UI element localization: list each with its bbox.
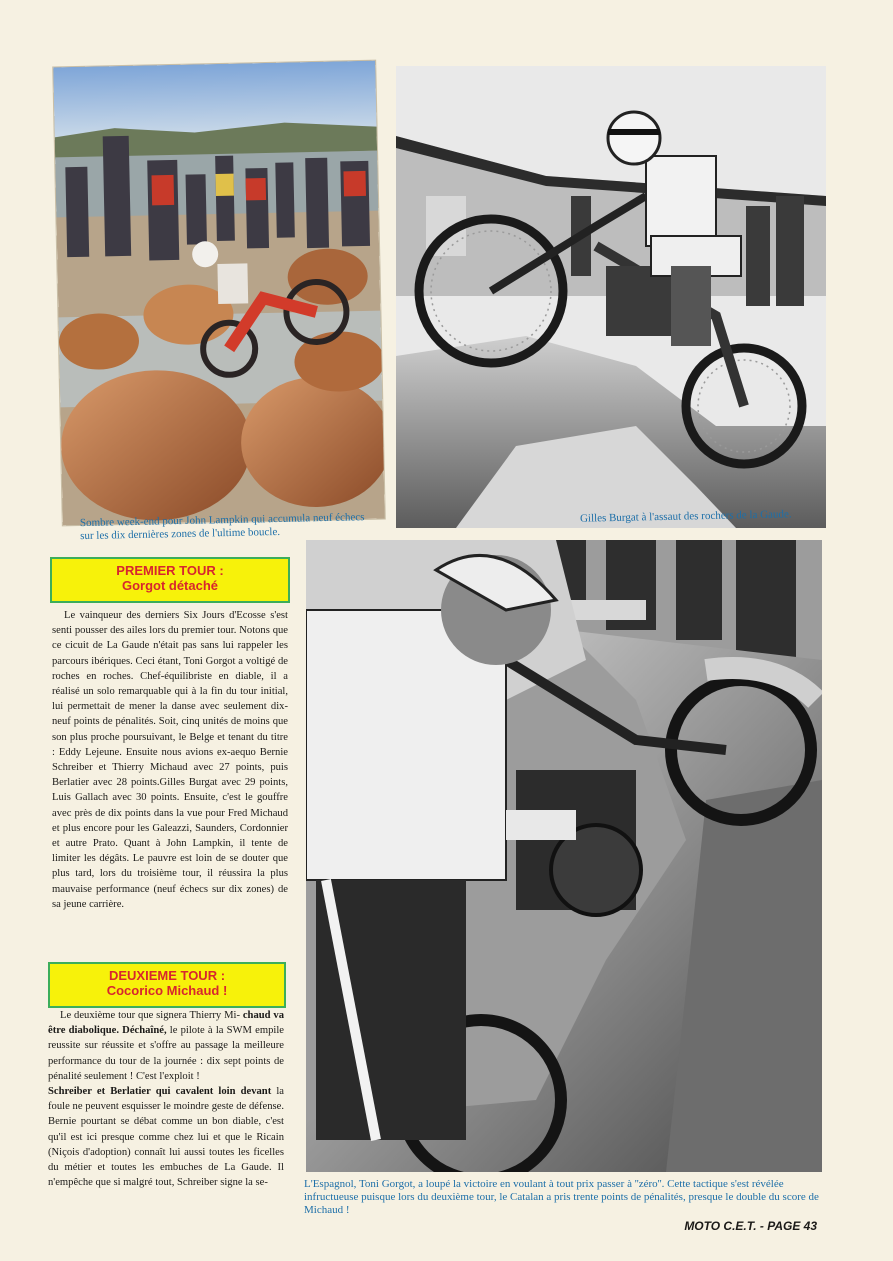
article-body-premier-tour: Le vainqueur des derniers Six Jours d'Ecosse s'est senti pousser des ailes lors du premier tour. Notons que ce cicuit de La Gaude n'était pas sans lui rappeler les parcours ibériques. Ceci étant, Toni Gorgot a voltigé de roches en roches. Chef-équilibriste en diable, il a réalisé un solo remarquable qui à la fin du tour initial, lui permettait de mener la danse avec seulement dix-neuf points de pénalités. Soit, cinq unités de moins que son plus proche poursuivant, le Belge et tenant du titre : Eddy Lejeune. Ensuite nous avions ex-aequo Bernie Schreiber et Thierry Michaud avec 27 points, puis Berlatier avec 28 points.Gilles Burgat avec 29 points, Luis Gallach avec 30 points. Ensuite, c'est le gouffre avec près de dix points dans la vue pour Fred Michaud et plus encore pour les Galeazzi, Saunders, Cordonnier et autre Prato. Quant à John Lampkin, il tente de limiter les dégâts. Le pauvre est loin de se douter que plus tard, lors du troisième tour, il réussira la plus mauvaise performance (neuf échecs sur dix zones) de sa jeune carrière. <box>52 610 288 910</box>
heading-line-2: Cocorico Michaud ! <box>106 983 228 998</box>
text-run: le pilote à la SWM empile reussite sur réussite et s'offre au passage la meilleure performance du tour de la journée : dix sept points de pénalité seulement ! C'est l'exploit ! <box>48 1025 284 1082</box>
paragraph <box>48 1084 284 1190</box>
gorgot-caption: L'Espagnol, Toni Gorgot, a loupé la victoire en voulant à tout prix passer à ''zéro''. Cette tactique s'est révélée infructueuse puisque lors du deuxième tour, le Catalan a pris trente points de pénalités, presque le double du score de Michaud ! <box>304 1178 819 1216</box>
text-run-bold: chaud va être diabolique. Déchaîné, <box>48 1010 284 1037</box>
section-heading-deuxieme-tour <box>48 962 286 1008</box>
text-run-bold: Schreiber et Berlatier qui cavalent loin devant <box>48 1086 272 1098</box>
lampkin-photo <box>53 61 385 526</box>
paragraph <box>48 1008 284 1084</box>
text-run: Le deuxième tour que signera Thierry Mi- <box>60 1010 240 1021</box>
article-body-deuxieme-tour <box>48 1008 284 1190</box>
lampkin-caption: Sombre week-end pour John Lampkin qui accumula neuf échecs sur les dix dernières zones de l'ultime boucle. <box>79 511 365 543</box>
page-footer: MOTO C.E.T. - PAGE 43 <box>684 1219 817 1233</box>
heading-line-2: Gorgot détaché <box>121 578 219 593</box>
heading-line-1: DEUXIEME TOUR : <box>108 968 226 983</box>
section-heading-premier-tour <box>50 557 290 603</box>
burgat-caption: Gilles Burgat à l'assaut des rochers de la Gaude. <box>579 508 792 525</box>
text-run: la foule ne peuvent esquisser le moindre geste de défense. Bernie pourtant se débat comme un bon diable, c'est qu'il est ici presque comme chez lui et que le Ricain (Niçois d'adoption) connaît lui aussi toutes les ficelles du métier et toutes les embuches de La Gaude. Il n'empêche que si malgré tout, Schreiber signe la se- <box>48 1086 285 1189</box>
heading-line-1: PREMIER TOUR : <box>116 563 224 578</box>
burgat-photo <box>396 66 826 528</box>
gorgot-photo <box>306 540 822 1172</box>
